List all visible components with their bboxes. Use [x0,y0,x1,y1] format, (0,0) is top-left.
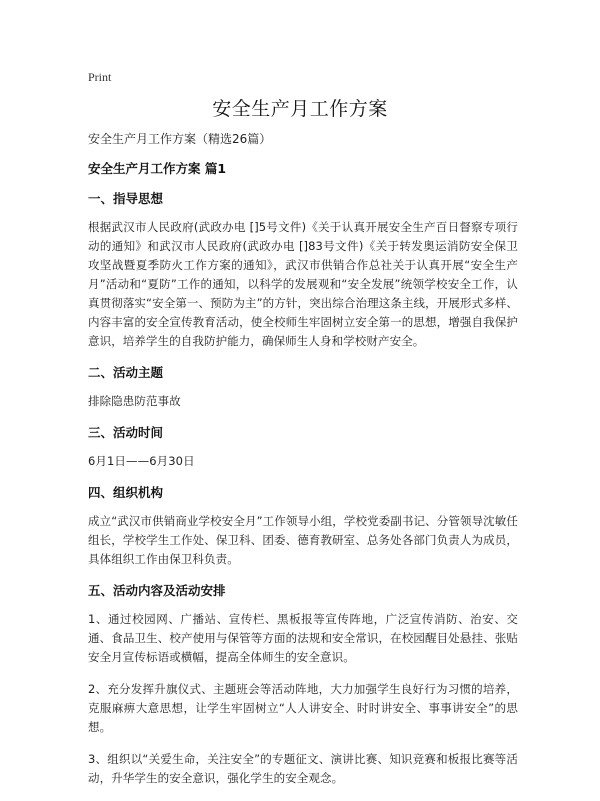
section-organization [88,484,518,569]
section-activity-theme [88,364,518,411]
section-heading: 五、活动内容及活动安排 [88,583,226,598]
print-link[interactable]: Print [88,70,112,84]
document-subtitle: 安全生产月工作方案（精选26篇） [88,132,272,146]
section-heading: 三、活动时间 [88,425,164,440]
section-activity-content [88,582,518,788]
paragraph: 2、充分发挥升旗仪式、主题班会等活动阵地，大力加强学生良好行为习惯的培养，克服麻痹大意思想，让学生牢固树立“人人讲安全、时时讲安全、事事讲安全”的思想。 [88,682,518,734]
section-activity-time [88,424,518,471]
section-heading: 二、活动主题 [88,365,164,380]
section-heading: 一、指导思想 [88,191,164,206]
paragraph: 1、通过校园网、广播站、宣传栏、黑板报等宣传阵地，广泛宣传消防、治安、交通、食品卫生、校产使用与保管等方面的法规和安全常识，在校园醒目处悬挂、张贴安全月宣传标语或横幅，提高全体师生的安全意识。 [88,612,518,664]
paragraph: 成立“武汉市供销商业学校安全月”工作领导小组，学校党委副书记、分管领导沈敏任组长，学校学生工作处、保卫科、团委、德育教研室、总务处各部门负责人为成员，具体组织工作由保卫科负责。 [88,514,518,566]
section-heading: 四、组织机构 [88,485,164,500]
document-body [88,130,518,801]
document-title: 安全生产月工作方案 [212,98,388,120]
paragraph: 根据武汉市人民政府(武政办电 []5号文件)《关于认真开展安全生产百日督察专项行动的通知》和武汉市人民政府(武政办电 []83号文件)《关于转发奥运消防安全保卫攻坚战暨夏季防火工作方案的通知》，武汉市供销合作总社关于认真开展“安全生产月”活动和“夏防”工作的通知，以科学的发展观和“安全发展”统领学校安全工作，认真贯彻落实“安全第一、预防为主”的方针，突出综合治理这条主线，开展形式多样、内容丰富的安全宣传教育活动，使全校师生牢固树立安全第一的思想，增强自我保护意识，培养学生的自我防护能力，确保师生人身和学校财产安全。 [88,220,518,348]
section-guiding-thought [88,190,518,351]
paragraph: 排除隐患防范事故 [88,394,181,408]
paragraph: 6月1日——6月30日 [88,454,195,468]
paragraph: 3、组织以“关爱生命，关注安全”的专题征文、演讲比赛、知识竞赛和板报比赛等活动，升华学生的安全意识，强化学生的安全观念。 [88,752,518,785]
section-title: 安全生产月工作方案 篇1 [88,161,227,176]
